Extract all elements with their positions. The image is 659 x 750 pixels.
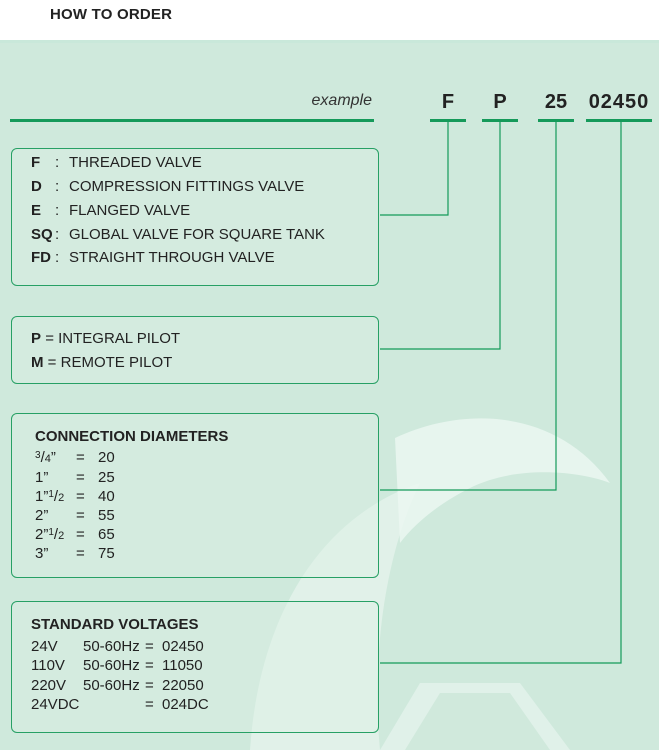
diameter-size: 3” xyxy=(35,545,49,562)
diameter-code: 25 xyxy=(98,469,115,486)
diameter-size: 1”$^1$/2 xyxy=(35,488,65,505)
valve-type-row: E : FLANGED VALVE xyxy=(31,202,191,219)
valve-type-box xyxy=(11,148,379,286)
valve-type-row: D : COMPRESSION FITTINGS VALVE xyxy=(31,178,305,195)
voltage-equals: = xyxy=(145,657,154,674)
pilot-box xyxy=(11,316,379,384)
voltage-value: 24V xyxy=(31,638,58,655)
code-voltage: 02450 xyxy=(588,91,650,113)
voltage-frequency: 50-60Hz xyxy=(83,657,140,674)
standard-voltages-box xyxy=(11,601,379,733)
code-diameter: 25 xyxy=(544,91,568,113)
diameter-code: 65 xyxy=(98,526,115,543)
diameter-equals: = xyxy=(76,507,85,524)
voltage-equals: = xyxy=(145,638,154,655)
page-title: HOW TO ORDER xyxy=(50,6,173,23)
connection-diameters-heading: CONNECTION DIAMETERS xyxy=(35,428,229,445)
voltage-code: 22050 xyxy=(162,677,204,694)
pilot-row: M = REMOTE PILOT xyxy=(31,354,173,371)
pilot-row: P = INTEGRAL PILOT xyxy=(31,330,181,347)
diameter-code: 55 xyxy=(98,507,115,524)
standard-voltages-heading: STANDARD VOLTAGES xyxy=(31,616,199,633)
header xyxy=(0,0,659,41)
diameter-equals: = xyxy=(76,545,85,562)
diameter-size: 1” xyxy=(35,469,49,486)
voltage-value: 220V xyxy=(31,677,67,694)
voltage-code: 024DC xyxy=(162,696,209,713)
voltage-value: 24VDC xyxy=(31,696,80,713)
diameter-code: 40 xyxy=(98,488,115,505)
diameter-size: $^3$/4” xyxy=(35,449,56,466)
code-pilot: P xyxy=(493,91,507,113)
example-label: example xyxy=(311,92,372,109)
diameter-size: 2”$^1$/2 xyxy=(35,526,65,543)
valve-type-row: SQ : GLOBAL VALVE FOR SQUARE TANK xyxy=(31,226,325,243)
connection-diameters-box xyxy=(11,413,379,578)
voltage-code: 02450 xyxy=(162,638,204,655)
voltage-equals: = xyxy=(145,696,154,713)
voltage-frequency: 50-60Hz xyxy=(83,677,140,694)
voltage-code: 11050 xyxy=(162,657,203,674)
diameter-size: 2” xyxy=(35,507,49,524)
diameter-code: 75 xyxy=(98,545,115,562)
voltage-equals: = xyxy=(145,677,154,694)
diameter-code: 20 xyxy=(98,449,115,466)
voltage-value: 110V xyxy=(31,657,65,674)
diameter-equals: = xyxy=(76,449,85,466)
valve-type-row: F : THREADED VALVE xyxy=(31,154,202,171)
valve-type-row: FD : STRAIGHT THROUGH VALVE xyxy=(31,249,275,266)
diameter-equals: = xyxy=(76,488,85,505)
voltage-frequency: 50-60Hz xyxy=(83,638,140,655)
order-code-panel xyxy=(0,43,659,750)
diameter-equals: = xyxy=(76,526,85,543)
code-valve-type: F xyxy=(441,91,455,113)
diameter-equals: = xyxy=(76,469,85,486)
